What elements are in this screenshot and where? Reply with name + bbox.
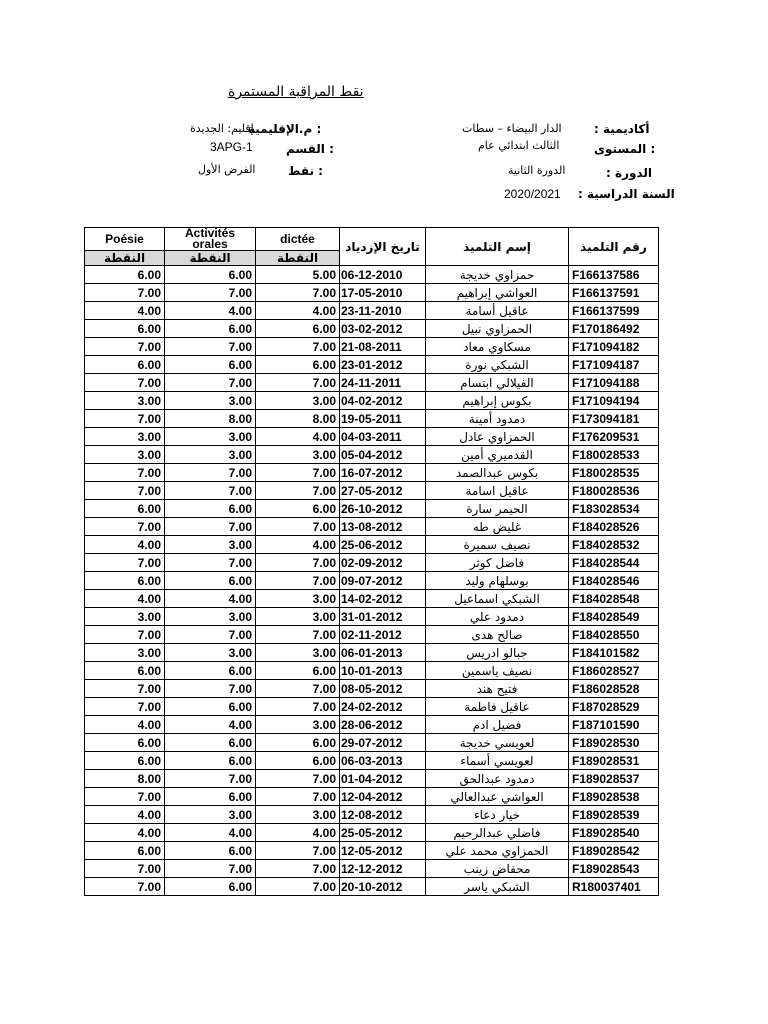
student-id: F184028532 [569, 536, 659, 554]
grade-poesie: 7.00 [85, 860, 165, 878]
class-label: القسم : [286, 142, 334, 156]
session-value: الدورة الثانية [508, 164, 566, 177]
student-name: الشبكي ياسر [426, 878, 569, 896]
page-title: نقط المراقبة المستمرة [228, 84, 364, 100]
table-row [85, 536, 659, 554]
academy-value: الدار البيضاء – سطات [462, 122, 562, 135]
sub-header-grade: النقطة [165, 251, 256, 266]
grade-activites: 6.00 [165, 878, 256, 896]
table-row [85, 752, 659, 770]
grade-dictee: 7.00 [256, 698, 340, 716]
birth-date: 12-04-2012 [340, 788, 426, 806]
table-row [85, 626, 659, 644]
student-name: فضيل ادم [426, 716, 569, 734]
grade-activites: 7.00 [165, 482, 256, 500]
student-id: F186028528 [569, 680, 659, 698]
student-name: دمدود علي [426, 608, 569, 626]
grade-dictee: 4.00 [256, 302, 340, 320]
grade-dictee: 6.00 [256, 752, 340, 770]
table-row [85, 806, 659, 824]
student-id: F189028540 [569, 824, 659, 842]
birth-date: 23-01-2012 [340, 356, 426, 374]
student-name: نصيف سميرة [426, 536, 569, 554]
birth-date: 06-12-2010 [340, 266, 426, 284]
grade-dictee: 3.00 [256, 806, 340, 824]
grade-poesie: 7.00 [85, 626, 165, 644]
student-name: العواشي إبراهيم [426, 284, 569, 302]
student-id: F189028537 [569, 770, 659, 788]
grade-dictee: 7.00 [256, 842, 340, 860]
grade-dictee: 4.00 [256, 536, 340, 554]
student-id: F189028531 [569, 752, 659, 770]
col-header-poesie: Poésie [85, 228, 165, 251]
grade-poesie: 6.00 [85, 662, 165, 680]
table-row [85, 770, 659, 788]
grade-dictee: 3.00 [256, 644, 340, 662]
student-name: صالح هدى [426, 626, 569, 644]
birth-date: 23-11-2010 [340, 302, 426, 320]
birth-date: 13-08-2012 [340, 518, 426, 536]
level-label: المستوى : [594, 142, 656, 156]
grade-poesie: 7.00 [85, 680, 165, 698]
grade-activites: 7.00 [165, 770, 256, 788]
grade-activites: 6.00 [165, 734, 256, 752]
grades-value: الفرض الأول [198, 163, 256, 176]
student-id: F189028538 [569, 788, 659, 806]
student-id: F184028546 [569, 572, 659, 590]
session-label: : الدورة [606, 166, 652, 180]
student-name: العواشي عبدالعالي [426, 788, 569, 806]
grade-activites: 7.00 [165, 554, 256, 572]
birth-date: 05-04-2012 [340, 446, 426, 464]
grade-dictee: 7.00 [256, 464, 340, 482]
grade-activites: 7.00 [165, 860, 256, 878]
col-header-activites: Activités orales [165, 228, 256, 251]
birth-date: 12-12-2012 [340, 860, 426, 878]
birth-date: 27-05-2012 [340, 482, 426, 500]
grade-poesie: 7.00 [85, 410, 165, 428]
student-name: القدميري أمين [426, 446, 569, 464]
grade-activites: 6.00 [165, 842, 256, 860]
birth-date: 06-01-2013 [340, 644, 426, 662]
grade-poesie: 3.00 [85, 392, 165, 410]
student-name: حمزاوي خديجة [426, 266, 569, 284]
grades-table [84, 227, 659, 896]
grade-activites: 6.00 [165, 356, 256, 374]
academy-label: : أكاديمية [594, 122, 650, 136]
student-id: F184028526 [569, 518, 659, 536]
grade-poesie: 4.00 [85, 590, 165, 608]
student-id: F171094194 [569, 392, 659, 410]
grade-poesie: 7.00 [85, 482, 165, 500]
student-name: نصيف ياسمين [426, 662, 569, 680]
table-row [85, 338, 659, 356]
student-id: F184028550 [569, 626, 659, 644]
student-id: F184028544 [569, 554, 659, 572]
grade-poesie: 3.00 [85, 644, 165, 662]
grade-poesie: 3.00 [85, 428, 165, 446]
grade-activites: 4.00 [165, 302, 256, 320]
grade-poesie: 6.00 [85, 266, 165, 284]
grade-activites: 7.00 [165, 374, 256, 392]
student-name: الحمزاوي عادل [426, 428, 569, 446]
grade-activites: 6.00 [165, 788, 256, 806]
grade-activites: 4.00 [165, 824, 256, 842]
grade-poesie: 6.00 [85, 500, 165, 518]
table-row [85, 356, 659, 374]
student-name: الشبكي اسماعيل [426, 590, 569, 608]
table-row [85, 500, 659, 518]
student-name: الحيمر سارة [426, 500, 569, 518]
student-name: غليض طه [426, 518, 569, 536]
province-value: إقليم: الجديدة [190, 122, 254, 135]
student-name: الحمزاوي نبيل [426, 320, 569, 338]
grade-poesie: 4.00 [85, 302, 165, 320]
grade-activites: 6.00 [165, 752, 256, 770]
table-row [85, 302, 659, 320]
table-row [85, 662, 659, 680]
student-id: F187028529 [569, 698, 659, 716]
grade-dictee: 4.00 [256, 824, 340, 842]
birth-date: 06-03-2013 [340, 752, 426, 770]
student-id: F187101590 [569, 716, 659, 734]
grade-poesie: 7.00 [85, 878, 165, 896]
student-name: مسكاوي معاد [426, 338, 569, 356]
grade-poesie: 8.00 [85, 770, 165, 788]
grade-dictee: 3.00 [256, 608, 340, 626]
grade-dictee: 4.00 [256, 428, 340, 446]
birth-date: 10-01-2013 [340, 662, 426, 680]
table-row [85, 284, 659, 302]
birth-date: 26-10-2012 [340, 500, 426, 518]
grade-poesie: 6.00 [85, 752, 165, 770]
birth-date: 09-07-2012 [340, 572, 426, 590]
grade-poesie: 6.00 [85, 356, 165, 374]
grade-activites: 3.00 [165, 392, 256, 410]
class-value: 3APG-1 [210, 140, 253, 154]
table-row [85, 374, 659, 392]
student-id: F180028535 [569, 464, 659, 482]
grade-dictee: 7.00 [256, 338, 340, 356]
grade-activites: 3.00 [165, 428, 256, 446]
birth-date: 03-02-2012 [340, 320, 426, 338]
student-name: الشبكي نورة [426, 356, 569, 374]
table-row [85, 860, 659, 878]
grade-activites: 7.00 [165, 464, 256, 482]
student-name: فاضل كوثر [426, 554, 569, 572]
grade-dictee: 3.00 [256, 590, 340, 608]
grade-dictee: 7.00 [256, 554, 340, 572]
table-row [85, 734, 659, 752]
birth-date: 20-10-2012 [340, 878, 426, 896]
grade-activites: 3.00 [165, 608, 256, 626]
student-name: محفاض زينب [426, 860, 569, 878]
birth-date: 31-01-2012 [340, 608, 426, 626]
birth-date: 19-05-2011 [340, 410, 426, 428]
birth-date: 28-06-2012 [340, 716, 426, 734]
student-id: F171094182 [569, 338, 659, 356]
birth-date: 16-07-2012 [340, 464, 426, 482]
grade-activites: 3.00 [165, 536, 256, 554]
student-name: الفيلالي ابتسام [426, 374, 569, 392]
student-id: F184101582 [569, 644, 659, 662]
grade-activites: 3.00 [165, 644, 256, 662]
student-id: F183028534 [569, 500, 659, 518]
student-id: F171094187 [569, 356, 659, 374]
grade-activites: 7.00 [165, 680, 256, 698]
student-id: F189028539 [569, 806, 659, 824]
table-row [85, 824, 659, 842]
grade-poesie: 6.00 [85, 734, 165, 752]
birth-date: 12-05-2012 [340, 842, 426, 860]
grade-poesie: 4.00 [85, 824, 165, 842]
sub-header-grade: النقطة [85, 251, 165, 266]
grade-poesie: 7.00 [85, 374, 165, 392]
grade-poesie: 7.00 [85, 284, 165, 302]
table-row [85, 878, 659, 896]
student-id: F166137586 [569, 266, 659, 284]
student-name: دمدود عبدالحق [426, 770, 569, 788]
grade-dictee: 7.00 [256, 572, 340, 590]
grade-poesie: 3.00 [85, 608, 165, 626]
sub-header-grade: النقطة [256, 251, 340, 266]
level-value: الثالث ابتدائي عام [478, 139, 560, 152]
grade-activites: 3.00 [165, 446, 256, 464]
student-id: R180037401 [569, 878, 659, 896]
student-name: خيار دعاء [426, 806, 569, 824]
student-id: F171094188 [569, 374, 659, 392]
student-name: لعويسي أسماء [426, 752, 569, 770]
grade-dictee: 6.00 [256, 500, 340, 518]
grade-activites: 7.00 [165, 284, 256, 302]
table-row [85, 842, 659, 860]
grade-activites: 6.00 [165, 662, 256, 680]
grade-activites: 4.00 [165, 716, 256, 734]
birth-date: 25-05-2012 [340, 824, 426, 842]
table-row [85, 716, 659, 734]
birth-date: 02-09-2012 [340, 554, 426, 572]
grade-activites: 6.00 [165, 572, 256, 590]
grade-dictee: 6.00 [256, 734, 340, 752]
col-header-birthdate: تاريخ الإزدياد [340, 228, 426, 266]
grade-dictee: 7.00 [256, 518, 340, 536]
year-label: : السنة الدراسية [578, 187, 675, 201]
table-row [85, 428, 659, 446]
grade-poesie: 4.00 [85, 806, 165, 824]
grade-activites: 4.00 [165, 590, 256, 608]
grade-activites: 7.00 [165, 626, 256, 644]
table-row [85, 518, 659, 536]
student-name: عاقيل فاطمة [426, 698, 569, 716]
grade-dictee: 3.00 [256, 392, 340, 410]
grade-activites: 3.00 [165, 806, 256, 824]
grade-activites: 7.00 [165, 518, 256, 536]
grade-dictee: 7.00 [256, 626, 340, 644]
birth-date: 04-02-2012 [340, 392, 426, 410]
student-id: F189028530 [569, 734, 659, 752]
grades-label: نقط : [288, 164, 323, 178]
student-id: F180028533 [569, 446, 659, 464]
grade-activites: 6.00 [165, 320, 256, 338]
table-row [85, 572, 659, 590]
table-row [85, 644, 659, 662]
col-header-dictee: dictée [256, 228, 340, 251]
table-row [85, 554, 659, 572]
grade-activites: 6.00 [165, 698, 256, 716]
table-row [85, 482, 659, 500]
table-row [85, 266, 659, 284]
col-header-id: رقم التلميذ [569, 228, 659, 266]
grade-poesie: 7.00 [85, 788, 165, 806]
student-id: F189028543 [569, 860, 659, 878]
student-id: F189028542 [569, 842, 659, 860]
student-id: F184028549 [569, 608, 659, 626]
grade-dictee: 7.00 [256, 788, 340, 806]
birth-date: 25-06-2012 [340, 536, 426, 554]
grade-dictee: 7.00 [256, 374, 340, 392]
student-id: F173094181 [569, 410, 659, 428]
grade-dictee: 6.00 [256, 320, 340, 338]
table-row [85, 446, 659, 464]
student-name: فاضلي عبدالرحيم [426, 824, 569, 842]
year-value: 2020/2021 [504, 187, 561, 201]
grade-dictee: 7.00 [256, 284, 340, 302]
birth-date: 14-02-2012 [340, 590, 426, 608]
grade-dictee: 5.00 [256, 266, 340, 284]
grade-dictee: 7.00 [256, 860, 340, 878]
col-header-name: إسم التلميذ [426, 228, 569, 266]
grade-dictee: 3.00 [256, 716, 340, 734]
grade-dictee: 7.00 [256, 680, 340, 698]
student-id: F186028527 [569, 662, 659, 680]
birth-date: 01-04-2012 [340, 770, 426, 788]
birth-date: 12-08-2012 [340, 806, 426, 824]
table-row [85, 788, 659, 806]
student-name: فتيح هند [426, 680, 569, 698]
grade-poesie: 6.00 [85, 320, 165, 338]
grade-dictee: 7.00 [256, 482, 340, 500]
grade-activites: 8.00 [165, 410, 256, 428]
birth-date: 08-05-2012 [340, 680, 426, 698]
grade-poesie: 6.00 [85, 572, 165, 590]
grade-poesie: 7.00 [85, 464, 165, 482]
grade-dictee: 3.00 [256, 446, 340, 464]
student-id: F166137591 [569, 284, 659, 302]
birth-date: 24-11-2011 [340, 374, 426, 392]
grade-poesie: 7.00 [85, 554, 165, 572]
birth-date: 02-11-2012 [340, 626, 426, 644]
birth-date: 17-05-2010 [340, 284, 426, 302]
student-name: جبالو ادريس [426, 644, 569, 662]
grade-dictee: 6.00 [256, 356, 340, 374]
grade-dictee: 7.00 [256, 878, 340, 896]
grade-activites: 7.00 [165, 338, 256, 356]
student-id: F184028548 [569, 590, 659, 608]
table-row [85, 698, 659, 716]
table-row [85, 608, 659, 626]
grade-poesie: 3.00 [85, 446, 165, 464]
student-name: بكوس عبدالصمد [426, 464, 569, 482]
table-row [85, 392, 659, 410]
table-row [85, 410, 659, 428]
province-label: م.الإقليمية : [248, 122, 322, 136]
grade-poesie: 4.00 [85, 536, 165, 554]
table-row [85, 464, 659, 482]
student-name: دمدود أمينة [426, 410, 569, 428]
student-id: F180028536 [569, 482, 659, 500]
birth-date: 29-07-2012 [340, 734, 426, 752]
birth-date: 21-08-2011 [340, 338, 426, 356]
student-id: F170186492 [569, 320, 659, 338]
table-row [85, 320, 659, 338]
grade-dictee: 7.00 [256, 770, 340, 788]
birth-date: 24-02-2012 [340, 698, 426, 716]
table-row [85, 590, 659, 608]
birth-date: 04-03-2011 [340, 428, 426, 446]
student-name: الحمزاوي محمد علي [426, 842, 569, 860]
student-name: بوسلهام وليد [426, 572, 569, 590]
student-name: عاقيل أسامة [426, 302, 569, 320]
grade-activites: 6.00 [165, 500, 256, 518]
grade-poesie: 7.00 [85, 338, 165, 356]
grade-poesie: 7.00 [85, 518, 165, 536]
student-name: عاقيل اسامة [426, 482, 569, 500]
student-name: بكوس إبراهيم [426, 392, 569, 410]
grade-activites: 6.00 [165, 266, 256, 284]
student-id: F176209531 [569, 428, 659, 446]
student-id: F166137599 [569, 302, 659, 320]
grade-poesie: 4.00 [85, 716, 165, 734]
grade-dictee: 8.00 [256, 410, 340, 428]
table-row [85, 680, 659, 698]
grade-poesie: 6.00 [85, 842, 165, 860]
grade-dictee: 6.00 [256, 662, 340, 680]
student-name: لعويسي خديجة [426, 734, 569, 752]
grade-poesie: 7.00 [85, 698, 165, 716]
